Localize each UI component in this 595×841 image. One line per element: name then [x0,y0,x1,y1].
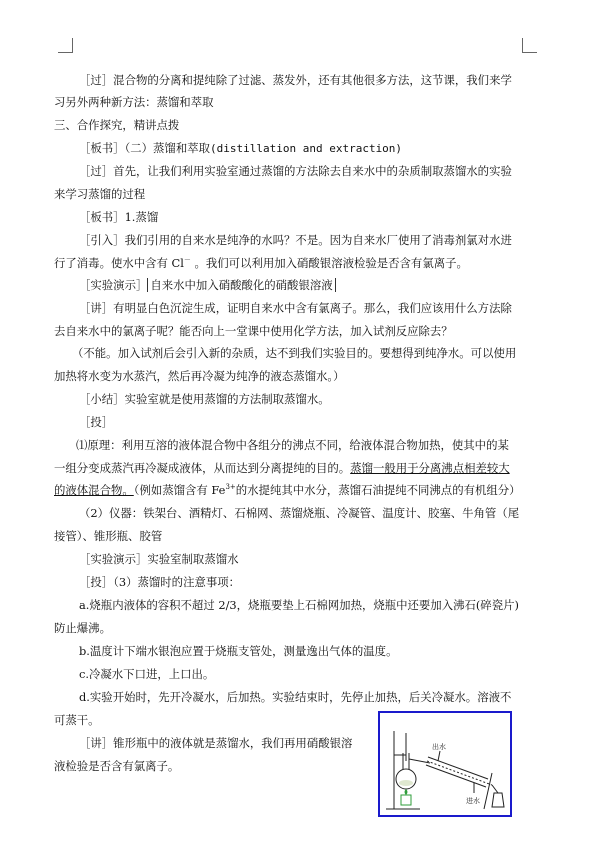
conical-flask [492,793,504,807]
guo-1-line-2: 习另外两种新方法：蒸馏和萃取 [54,95,214,109]
distillation-apparatus-figure [378,711,512,817]
banshu-2-title [79,141,544,156]
jiang-1-line-2: 去自来水中的氯离子呢？能否向上一堂课中使用化学方法，加入试剂反应除去？ [54,324,453,338]
label-water-out: 出水 [432,743,446,751]
flask-liquid [399,780,413,786]
chloride-charge: － [183,256,191,265]
crop-mark-top-left [58,38,73,53]
answer-line-2: 加热将水变为水蒸汽，然后再冷凝为纯净的液态蒸馏水。） [54,369,345,383]
note-d-line-2: 可蒸干。 [54,713,100,727]
banshu-2-prefix: ［板书］（二）蒸馏和萃取 [79,141,210,155]
yinru-line-2-post: 。我们可以利用加入硝酸银溶液检验是否含有氯离子。 [190,256,468,270]
yuanli-line-2 [54,461,544,475]
section-heading-3: 三、合作探究，精讲点拨 [54,118,180,132]
jiang-1-line-1: ［讲］有明显白色沉淀生成，证明自来水中含有氯离子。那么，我们应该用什么方法除 [79,301,512,315]
shiyan-1-boxed-text: 自来水中加入硝酸酸化的硝酸银溶液 [147,278,335,292]
yuanli-line-2-pre: 一组分变成蒸汽再冷凝成液体，从而达到分离提纯的目的。 [54,461,351,475]
xiaojie: ［小结］实验室就是使用蒸馏的方法制取蒸馏水。 [79,392,330,406]
tou-1: ［投］ [79,415,114,429]
adapter [492,785,498,793]
yuanli-line-3-underlined: 的液体混合物。 [54,483,134,497]
guo-2-line-2: 来学习蒸馏的过程 [54,187,146,201]
note-d-line-1: d.实验开始时，先开冷凝水，后加热。实验结束时，先停止加热，后关冷凝水。溶液不 [79,690,512,704]
note-a-line-1: a.烧瓶内液体的容积不超过 2/3，烧瓶要垫上石棉网加热，烧瓶中还要加入沸石(碎瓷片) [79,598,519,612]
iron-charge: 3+ [225,483,236,492]
yinru-line-2-pre: 行了消毒。使水中含有 Cl [54,256,184,270]
jiang-2-line-2: 液检验是否含有氯离子。 [54,759,180,773]
shiyan-1-prefix: ［实验演示］ [79,278,148,292]
guo-2-line-1: ［过］首先，让我们利用实验室通过蒸馏的方法除去自来水中的杂质制取蒸馏水的实验 [79,164,512,178]
yuanli-line-2-underlined: 蒸馏一般用于分离沸点相差较大 [350,461,510,475]
note-b: b.温度计下端水银泡应置于烧瓶支管处，测量逸出气体的温度。 [79,644,398,658]
answer-line-1: （不能。加入试剂后会引入新的杂质，达不到我们实验目的。要想得到纯净水。可以使用 [72,346,517,360]
shiyan-2: ［实验演示］实验室制取蒸馏水 [79,552,239,566]
yiqi-line-1: （2）仪器：铁架台、酒精灯、石棉网、蒸馏烧瓶、冷凝管、温度计、胶塞、牛角管（尾 [79,506,520,520]
note-a-line-2: 防止爆沸。 [54,621,111,635]
jiang-2-line-1: ［讲］锥形瓶中的液体就是蒸馏水，我们再用硝酸银溶 [79,736,353,750]
distillation-apparatus-drawing [380,713,510,815]
water-outlet-tube [438,751,440,761]
label-water-in: 进水 [466,797,480,805]
flask-side-arm [409,759,430,763]
flame-icon [405,789,408,795]
guo-1-line-1: ［过］混合物的分离和提纯除了过滤、蒸发外，还有其他很多方法，这节课，我们来学 [79,73,512,87]
condenser-inner-tube [427,761,492,785]
condenser-bottom [426,765,486,787]
condenser-top [428,757,488,779]
note-c: c.冷凝水下口进，上口出。 [79,667,215,681]
banshu-2-english: (distillation and extraction) [210,142,403,155]
yuanli-line-1: ⑴原理：利用互溶的液体混合物中各组分的沸点不同，给液体混合物加热，使其中的某 [76,438,509,452]
alcohol-lamp [401,795,411,805]
yuanli-line-3 [54,483,544,497]
yuanli-line-3-post: 的水提纯其中水分，蒸馏石油提纯不同沸点的有机组分） [235,483,521,497]
yiqi-line-2: 接管）、锥形瓶、胶管 [54,529,163,543]
yinru-line-2 [54,256,544,270]
yuanli-line-3-pre: （例如蒸馏含有 Fe [133,483,226,497]
crop-mark-top-right [522,38,537,53]
tou-2: ［投］（3）蒸馏时的注意事项： [79,575,241,589]
banshu-distillation: ［板书］1.蒸馏 [79,210,159,224]
yinru-line-1: ［引入］我们引用的自来水是纯净的水吗？不是。因为自来水厂使用了消毒剂氯对水进 [79,233,512,247]
shiyan-1 [79,278,544,292]
